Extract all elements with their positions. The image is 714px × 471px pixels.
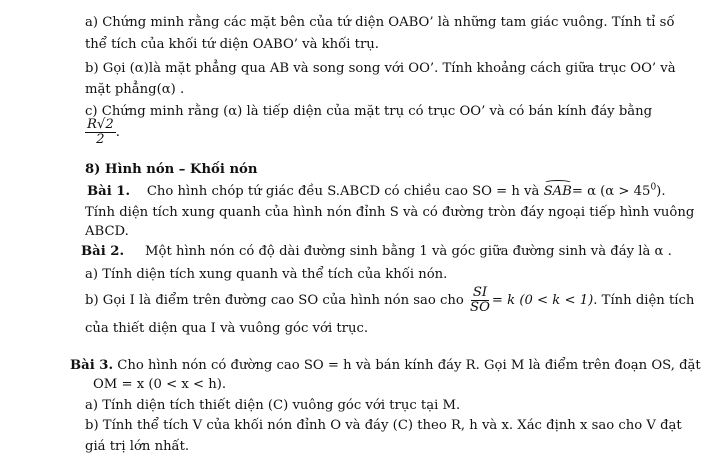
bai1-line3: ABCD. — [85, 224, 129, 239]
fraction-denominator: SO — [470, 300, 490, 315]
bai2-label: Bài 2. — [81, 244, 125, 259]
bai2-line1 — [81, 242, 672, 261]
fraction-numerator: R√2 — [87, 117, 114, 132]
bai1-line2: Tính diện tích xung quanh của hình nón đỉnh S và có đường tròn đáy ngoại tiếp hình vuông — [85, 205, 695, 220]
bai3-line1 — [70, 356, 701, 375]
line-a1: a) Chứng minh rằng các mặt bên của tứ diện OABO’ là những tam giác vuông. Tính tỉ số — [85, 15, 675, 30]
bai1-text: Cho hình chóp tứ giác đều S.ABCD có chiều cao SO = h và — [146, 184, 540, 199]
bai1-close: ). — [656, 184, 666, 199]
fraction-denominator: 2 — [96, 132, 105, 147]
section-heading: 8) Hình nón – Khối nón — [85, 162, 258, 177]
line-b2: mặt phẳng(α) . — [85, 82, 185, 97]
bai2-part-b — [85, 286, 694, 316]
fraction-r-sqrt2 — [85, 118, 116, 147]
bai3-label: Bài 3. — [70, 358, 114, 373]
bai3-part-a: a) Tính diện tích thiết diện (C) vuông góc với trục tại M. — [85, 398, 461, 413]
period: . — [115, 125, 120, 140]
bai1-line1 — [87, 182, 666, 201]
bai2-text: Một hình nón có độ dài đường sinh bằng 1 và góc giữa đường sinh và đáy là α . — [145, 244, 672, 259]
line-a2: thể tích của khối tứ diện OABO’ và khối trụ. — [85, 37, 379, 52]
bai2-part-b-line2: của thiết diện qua I và vuông góc với trục. — [85, 321, 369, 336]
bai2-b-text: b) Gọi I là điểm trên đường cao SO của hình nón sao cho — [85, 293, 464, 308]
line-c2 — [85, 118, 120, 147]
line-c1: c) Chứng minh rằng (α) là tiếp diện của mặt trụ có trục OO’ và có bán kính đáy bằng — [85, 104, 653, 119]
bai1-label: Bài 1. — [87, 184, 131, 199]
degree-mark: 0 — [650, 182, 657, 193]
fraction-si-so — [468, 286, 492, 315]
bai2-b-end: . Tính diện tích — [593, 293, 695, 308]
bai3-part-b-line2: giá trị lớn nhất. — [85, 439, 190, 454]
bai3-text: Cho hình nón có đường cao SO = h và bán kính đáy R. Gọi M là điểm trên đoạn OS, đặt — [117, 358, 701, 373]
bai2-part-a: a) Tính diện tích xung quanh và thể tích của khối nón. — [85, 267, 448, 282]
bai1-condition: = α (α > 45 — [571, 184, 651, 199]
bai3-part-b-line1: b) Tính thể tích V của khối nón đỉnh O và đáy (C) theo R, h và x. Xác định x sao cho V đạt — [85, 418, 682, 433]
bai3-line2: OM = x (0 < x < h). — [93, 377, 227, 392]
line-b1: b) Gọi (α)là mặt phẳng qua AB và song song với OO’. Tính khoảng cách giữa trục OO’ và — [85, 61, 676, 76]
fraction-numerator: SI — [472, 285, 488, 300]
bai2-b-condition: = k (0 < k < 1) — [491, 293, 594, 308]
angle-sab: SAB — [543, 184, 572, 199]
